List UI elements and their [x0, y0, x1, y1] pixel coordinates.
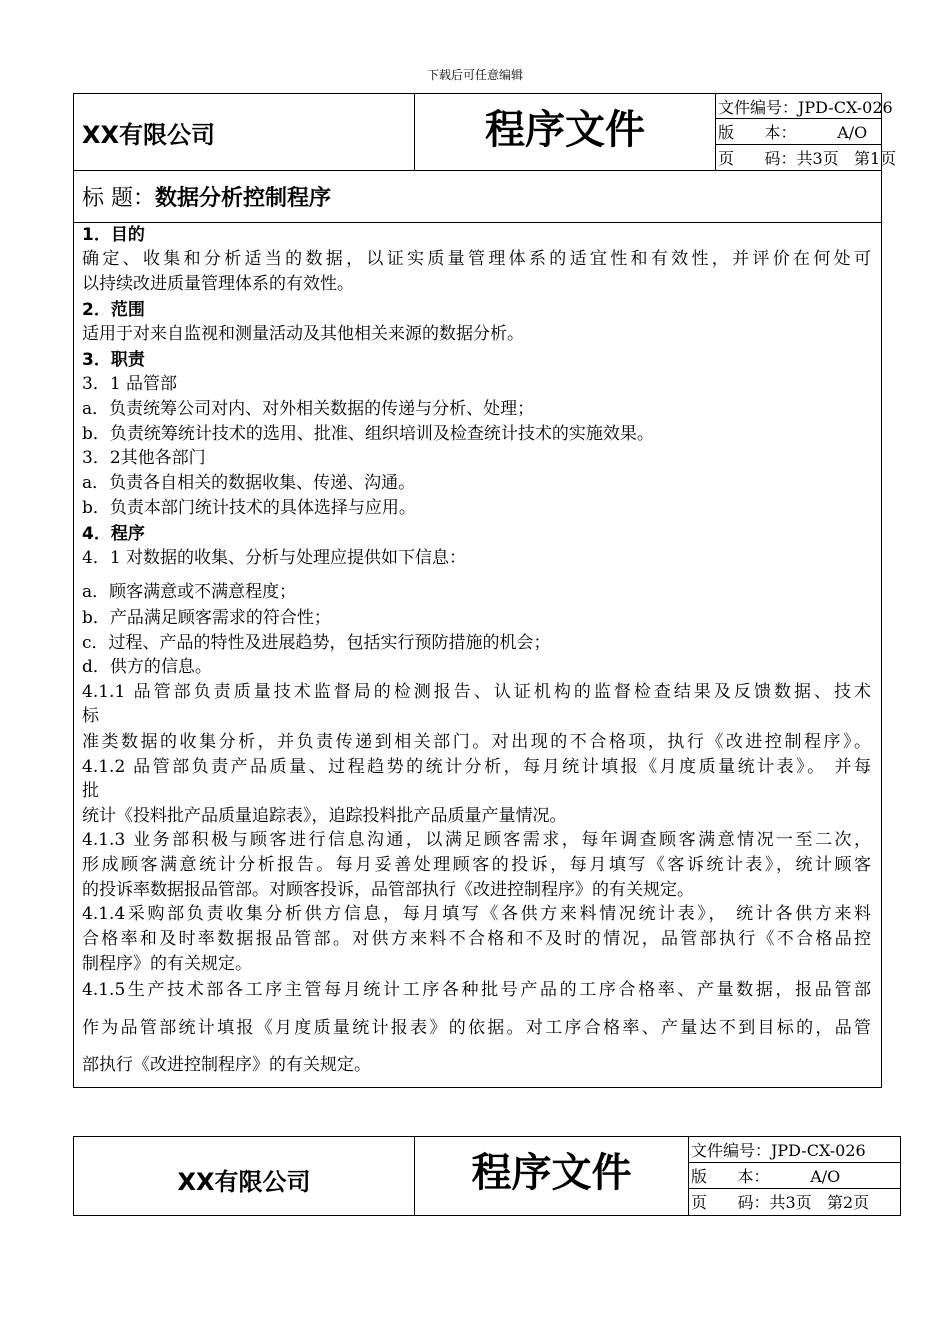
- paragraph-line: 4．1 对数据的收集、分析与处理应提供如下信息：: [82, 548, 467, 568]
- paragraph-line: a．负责各自相关的数据收集、传递、沟通。: [82, 473, 416, 493]
- list-item: a．顾客满意或不满意程度；: [82, 582, 297, 602]
- paragraph-line: 4.1.2 品管部负责产品质量、过程趋势的统计分析，每月统计填报《月度质量统计表》。 并每: [82, 757, 871, 777]
- section-heading: 4．程序: [82, 524, 145, 544]
- paragraph-line: 制程序》的有关规定。: [82, 954, 252, 974]
- document-type: 程序文件: [415, 1137, 689, 1215]
- paragraph-line: b．负责统筹统计技术的选用、批准、组织培训及检查统计技术的实施效果。: [82, 424, 654, 444]
- section-heading: 2．范围: [82, 300, 145, 320]
- paragraph-line: b．负责本部门统计技术的具体选择与应用。: [82, 498, 416, 518]
- document-type: 程序文件: [415, 94, 716, 170]
- document-number: 文件编号：JPD-CX-026: [689, 1137, 900, 1163]
- paragraph-line: 批: [82, 781, 99, 801]
- paragraph-line: 统计《投料批产品质量追踪表》，追踪投料批产品质量产量情况。: [82, 806, 567, 826]
- paragraph-line: 形成顾客满意统计分析报告。每月妥善处理顾客的投诉，每月填写《客诉统计表》，统计顾客: [82, 855, 871, 875]
- document-meta: [689, 1137, 900, 1215]
- paragraph-line: 准类数据的收集分析，并负责传递到相关部门。对出现的不合格项，执行《改进控制程序》。: [82, 732, 871, 752]
- document-version: 版 本： A/O: [716, 119, 881, 144]
- paragraph-line: 的投诉率数据报品管部。对顾客投诉，品管部执行《改进控制程序》的有关规定。: [82, 880, 694, 900]
- paragraph-line: 标: [82, 706, 99, 726]
- paragraph-line: 适用于对来自监视和测量活动及其他相关来源的数据分析。: [82, 324, 524, 344]
- section-heading: 1．目的: [82, 225, 145, 245]
- title-label: 标 题：: [82, 186, 155, 211]
- list-item: c．过程、产品的特性及进展趋势，包括实行预防措施的机会；: [82, 633, 551, 653]
- company-name: XX有限公司: [74, 94, 415, 170]
- document-number: 文件编号：JPD-CX-026: [716, 94, 881, 119]
- page-info: 页 码：共3页 第1页: [718, 148, 897, 168]
- paragraph-line: 4.1.3 业务部积极与顾客进行信息沟通，以满足顾客需求，每年调查顾客满意情况一至二次，: [82, 830, 871, 850]
- paragraph-line: 4.1.1 品管部负责质量技术监督局的检测报告、认证机构的监督检查结果及反馈数据、技术: [82, 682, 871, 702]
- company-name: XX有限公司: [74, 1137, 415, 1215]
- paragraph-line: 合格率和及时率数据报品管部。对供方来料不合格和不及时的情况，品管部执行《不合格品控: [82, 929, 871, 949]
- document-body: [73, 223, 882, 1088]
- section-heading: 3．职责: [82, 350, 145, 370]
- paragraph-line: 作为品管部统计填报《月度质量统计报表》的依据。对工序合格率、产量达不到目标的，品管: [82, 1018, 871, 1038]
- document-title: [73, 171, 882, 223]
- paragraph-line: 4.1.5生产技术部各工序主管每月统计工序各种批号产品的工序合格率、产量数据，报品管部: [82, 980, 871, 1000]
- paragraph-line: 部执行《改进控制程序》的有关规定。: [82, 1055, 371, 1075]
- list-item: b．产品满足顾客需求的符合性；: [82, 608, 331, 628]
- document-meta: [716, 94, 897, 170]
- paragraph-line: 4.1.4采购部负责收集分析供方信息，每月填写《各供方来料情况统计表》， 统计各供方来料: [82, 904, 871, 924]
- document-header-page-2: [73, 1136, 901, 1216]
- paragraph-line: a．负责统筹公司对内、对外相关数据的传递与分析、处理；: [82, 399, 535, 419]
- paragraph-line: 以持续改进质量管理体系的有效性。: [82, 274, 354, 294]
- paragraph-line: 3．2其他各部门: [82, 448, 206, 468]
- document-header-page-1: [73, 93, 897, 171]
- paragraph-line: 3．1 品管部: [82, 374, 178, 394]
- page-info: 页 码：共3页 第2页: [691, 1193, 870, 1213]
- paragraph-line: 确定、收集和分析适当的数据，以证实质量管理体系的适宜性和有效性，并评价在何处可: [82, 249, 871, 269]
- list-item: d．供方的信息。: [82, 657, 212, 677]
- top-note: 下载后可任意编辑: [426, 68, 523, 82]
- title-text: 数据分析控制程序: [155, 186, 332, 211]
- document-version: 版 本： A/O: [689, 1163, 900, 1189]
